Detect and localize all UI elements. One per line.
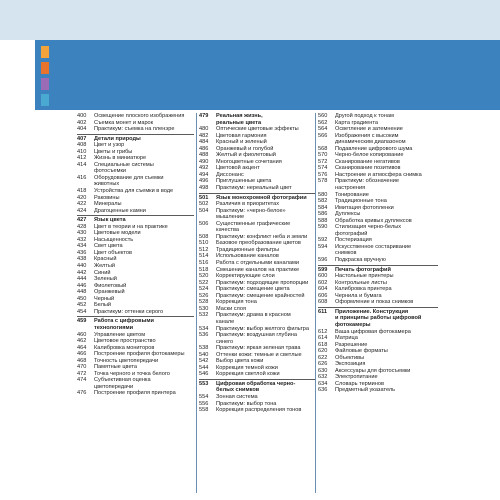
- entry-title: Постеризация: [335, 237, 372, 244]
- page-number: 512: [199, 246, 209, 253]
- page-number: 582: [318, 198, 328, 205]
- entry-title: Практикум: выбор тона: [216, 400, 277, 407]
- page-number: 452: [77, 302, 87, 309]
- entry-title: Устройства для съемки в воде: [94, 188, 174, 195]
- page-number: 611: [318, 308, 328, 315]
- entry-title: Ваша цифровая фотокамера: [335, 328, 411, 335]
- page-number: 410: [77, 148, 87, 155]
- entry-title: Практикум: драма в красном: [216, 312, 291, 319]
- page-number: 436: [77, 249, 87, 256]
- swatch-orange: [41, 46, 49, 58]
- entry-title: Памятные цвета: [94, 364, 137, 371]
- entry-title: Субъективная оценка: [94, 377, 151, 384]
- page-number: 532: [199, 312, 209, 319]
- toc-entry: [77, 309, 194, 316]
- entry-title: Работа с цифровыми: [94, 318, 154, 325]
- page-number: 502: [199, 201, 209, 208]
- entry-title: Настольные принтеры: [335, 273, 394, 280]
- page-number: 430: [77, 230, 87, 237]
- entry-title: Насыщенность: [94, 236, 134, 243]
- entry-title: Реальная жизнь,: [216, 113, 263, 119]
- entry-title: Цветовое пространство: [94, 338, 156, 345]
- entry-title: фотографий: [335, 230, 368, 237]
- entry-title: Построение профиля принтера: [94, 390, 176, 397]
- entry-title: Коррекция светлой кожи: [216, 371, 280, 378]
- page-number: 454: [77, 308, 87, 315]
- page-number: 554: [199, 393, 209, 400]
- page-number: 542: [199, 358, 209, 365]
- toc-entry: [318, 299, 438, 306]
- toc-columns: [74, 113, 499, 493]
- entry-title: Имитация фотопленки: [335, 204, 394, 211]
- entry-title: Белый: [94, 302, 112, 309]
- entry-title: Коррекция тона: [216, 299, 257, 306]
- entry-title: Маски слоя: [216, 305, 247, 312]
- page-number: 568: [318, 145, 328, 152]
- section-rule: [199, 193, 315, 194]
- page-number: 470: [77, 364, 87, 371]
- entry-title: Выбор цвета кожи: [216, 358, 264, 365]
- entry-title: Карта градиента: [335, 119, 378, 126]
- page-number: 526: [199, 292, 209, 299]
- entry-title: Цвет объектов: [94, 249, 132, 256]
- page-number: 538: [199, 345, 209, 352]
- section-rule: [77, 134, 194, 135]
- entry-title: качества: [216, 227, 239, 234]
- entry-title: Освещение плоского изображения: [94, 113, 185, 119]
- page-number: 556: [199, 400, 209, 407]
- page-number: 490: [199, 158, 209, 165]
- entry-title: настроения: [335, 185, 366, 192]
- page-number: 407: [77, 135, 87, 142]
- toc-entry: [318, 387, 438, 394]
- entry-title: Практикум: подходящие пропорции: [216, 279, 309, 286]
- page-number: 590: [318, 224, 328, 231]
- page-number: 414: [77, 161, 87, 168]
- entry-title: Практикум: «черно-белое»: [216, 207, 286, 214]
- entry-title: Матрица: [335, 335, 358, 342]
- toc-entry: [77, 208, 194, 215]
- page-number: 536: [199, 332, 209, 339]
- page-number: 488: [199, 152, 209, 159]
- entry-title: Базовое преобразование цветов: [216, 240, 301, 247]
- entry-title: Практикум: смещение цвета: [216, 286, 290, 293]
- toc-column-1: [77, 113, 194, 397]
- entry-title: Сканирование негативов: [335, 158, 400, 165]
- page-number: 494: [199, 171, 209, 178]
- page-number: 608: [318, 299, 328, 306]
- page-number: 466: [77, 351, 87, 358]
- page-number: 479: [199, 113, 209, 119]
- entry-title: Смешение каналов на практике: [216, 266, 300, 273]
- entry-title: цветопередачи: [94, 383, 134, 390]
- page-number: 459: [77, 318, 87, 325]
- chapter-side-strip: [35, 40, 68, 110]
- entry-title: Практикум: воздушная глубина: [216, 332, 297, 339]
- page-number: 438: [77, 256, 87, 263]
- entry-title: Практикум: яркая зеленая трава: [216, 345, 301, 352]
- entry-title: Синий: [94, 269, 111, 276]
- entry-title: Специальные системы: [94, 161, 154, 168]
- page-number: 516: [199, 260, 209, 267]
- page-number: 412: [77, 155, 87, 162]
- entry-title: животных: [94, 181, 120, 188]
- entry-title: Стилизация черно-белых: [335, 224, 402, 231]
- page-number: 522: [199, 279, 209, 286]
- page-number: 474: [77, 377, 87, 384]
- entry-title: Драгоценные камни: [94, 207, 146, 214]
- page-number: 524: [199, 286, 209, 293]
- entry-title: Приглушенные цвета: [216, 178, 272, 185]
- page-number: 418: [77, 188, 87, 195]
- page-number: 476: [77, 390, 87, 397]
- entry-title: снимков: [335, 250, 357, 257]
- swatch-cyan: [41, 94, 49, 106]
- section-rule: [318, 307, 438, 308]
- entry-title: Многоцветные сочетания: [216, 158, 282, 165]
- page-number: 588: [318, 217, 328, 224]
- entry-title: Чернила и бумага: [335, 292, 382, 299]
- page-number: 444: [77, 276, 87, 283]
- entry-title: Контрольные листы: [335, 279, 387, 286]
- entry-title: Свет цвета: [94, 243, 123, 250]
- entry-title: Цвет и узор: [94, 142, 125, 149]
- entry-title: Построение профиля фотокамеры: [94, 351, 185, 358]
- entry-title: Язык цвета: [94, 217, 126, 224]
- entry-title: Желтый и фиолетовый: [216, 152, 276, 159]
- entry-title: Корректирующие слои: [216, 273, 275, 280]
- page-number: 432: [77, 236, 87, 243]
- page-number: 566: [318, 132, 328, 139]
- page-number: 630: [318, 367, 328, 374]
- section-rule: [77, 215, 194, 216]
- page-number: 620: [318, 348, 328, 355]
- page-number: 578: [318, 178, 328, 185]
- page-number: 482: [199, 132, 209, 139]
- entry-title: Зонная система: [216, 393, 258, 400]
- page-number: 600: [318, 273, 328, 280]
- toc-entry: [77, 390, 194, 397]
- entry-title: Практикум: обозначение: [335, 178, 399, 185]
- page-number: 540: [199, 351, 209, 358]
- page-number: 518: [199, 266, 209, 273]
- page-number: 594: [318, 243, 328, 250]
- entry-title: Использование каналов: [216, 253, 279, 260]
- page-number: 560: [318, 113, 328, 119]
- page-number: 634: [318, 380, 328, 387]
- entry-title: Диссонанс: [216, 171, 244, 178]
- entry-title: Практикум: нереальный цвет: [216, 185, 292, 192]
- entry-title: мышление: [216, 214, 245, 221]
- entry-title: динамическим диапазоном: [335, 139, 406, 146]
- entry-title: Печать фотографий: [335, 266, 391, 273]
- page-number: 530: [199, 305, 209, 312]
- entry-title: Файловые форматы: [335, 348, 388, 355]
- page-number: 618: [318, 341, 328, 348]
- page-number: 528: [199, 299, 209, 306]
- entry-title: Калибровка принтера: [335, 286, 392, 293]
- toc-entry: [199, 185, 315, 192]
- page-number: 510: [199, 240, 209, 247]
- page-number: 484: [199, 139, 209, 146]
- entry-title: Разрешение: [335, 341, 368, 348]
- entry-title: белых снимков: [216, 387, 260, 394]
- page-number: 546: [199, 371, 209, 378]
- page-number: 448: [77, 289, 87, 296]
- page-number: 486: [199, 145, 209, 152]
- page-number: 626: [318, 361, 328, 368]
- entry-title: Красный: [94, 256, 117, 263]
- entry-title: Объективы: [335, 354, 365, 361]
- page-number: 632: [318, 374, 328, 381]
- page-number: 570: [318, 152, 328, 159]
- entry-title: Сканирование позитивов: [335, 165, 401, 172]
- entry-title: Съемка монет и марок: [94, 119, 154, 126]
- entry-title: Оранжевый: [94, 289, 125, 296]
- entry-title: и принципы работы цифровой: [335, 315, 422, 322]
- toc-column-2: [199, 113, 315, 414]
- entry-title: Калибровка мониторов: [94, 344, 155, 351]
- page-number: 428: [77, 223, 87, 230]
- entry-title: Практикум: конфликт неба и земли: [216, 233, 308, 240]
- entry-title: Черно-белое копирование: [335, 152, 404, 159]
- page-number: 504: [199, 207, 209, 214]
- entry-title: Зеленый: [94, 276, 117, 283]
- page-number: 604: [318, 286, 328, 293]
- entry-title: Осветление и затемнение: [335, 126, 403, 133]
- entry-title: Другой подход к тонам: [335, 113, 394, 119]
- entry-title: Коррекция темной кожи: [216, 364, 278, 371]
- page-number: 514: [199, 253, 209, 260]
- page-number: 472: [77, 370, 87, 377]
- entry-title: Точность цветопередачи: [94, 357, 159, 364]
- entry-title: Цвет в теории и на практике: [94, 223, 168, 230]
- page-number: 534: [199, 325, 209, 332]
- entry-title: Цветовой акцент: [216, 165, 260, 172]
- entry-title: Цветовые модели: [94, 230, 141, 237]
- section-rule: [199, 379, 315, 380]
- page-number: 402: [77, 119, 87, 126]
- page-number: 562: [318, 119, 328, 126]
- entry-title: Предметный указатель: [335, 387, 396, 394]
- entry-title: Оптические цветовые эффекты: [216, 126, 299, 133]
- entry-title: Красный и зеленый: [216, 139, 267, 146]
- entry-title: Электропитание: [335, 374, 378, 381]
- page-number: 614: [318, 335, 328, 342]
- page-number: 462: [77, 338, 87, 345]
- entry-title: Практикум: оттенки серого: [94, 308, 164, 315]
- entry-title: Работа с отдельными каналами: [216, 260, 299, 267]
- entry-title: Различия в приоритетах: [216, 201, 280, 208]
- entry-title: Традиционные фильтры: [216, 246, 280, 253]
- page-number: 574: [318, 165, 328, 172]
- entry-title: Язык монохромной фотографии: [216, 194, 307, 201]
- page-number: 424: [77, 207, 87, 214]
- section-rule: [318, 265, 438, 266]
- page-number: 408: [77, 142, 87, 149]
- entry-title: Практикум: съемка на пленэре: [94, 126, 175, 133]
- page-number: 558: [199, 407, 209, 414]
- entry-title: Фиолетовый: [94, 282, 127, 289]
- entry-title: Изображения с высоким: [335, 132, 399, 139]
- toc-column-3: [318, 113, 438, 394]
- entry-title: Настроение и атмосфера снимка: [335, 171, 422, 178]
- entry-title: реальные цвета: [216, 119, 262, 126]
- page-number: 564: [318, 126, 328, 133]
- page-number: 586: [318, 211, 328, 218]
- entry-title: Подкраска вручную: [335, 257, 386, 264]
- entry-title: фотосъемки: [94, 168, 127, 175]
- page-number: 404: [77, 126, 87, 133]
- entry-title: Приложение. Конструкция: [335, 308, 409, 315]
- entry-title: Практикум: выбор желтого фильтра: [216, 325, 309, 332]
- page-number: 580: [318, 191, 328, 198]
- page-number: 599: [318, 266, 328, 273]
- page-number: 496: [199, 178, 209, 185]
- page-number: 508: [199, 233, 209, 240]
- entry-title: Цветы и грибы: [94, 148, 133, 155]
- page-number: 468: [77, 357, 87, 364]
- page-number: 460: [77, 331, 87, 338]
- page-number: 442: [77, 269, 87, 276]
- entry-title: Существенные графические: [216, 220, 291, 227]
- page-number: 520: [199, 273, 209, 280]
- toc-entry: [77, 126, 194, 133]
- entry-title: Подавление цифрового шума: [335, 145, 413, 152]
- entry-title: Обработка кривых дуплексов: [335, 217, 412, 224]
- entry-title: Оборудование для съемки: [94, 174, 164, 181]
- entry-title: Аксессуары для фотосъемки: [335, 367, 411, 374]
- entry-title: Тонирование: [335, 191, 369, 198]
- toc-entry: [199, 407, 315, 414]
- entry-title: Цветовая гармония: [216, 132, 267, 139]
- page-number: 592: [318, 237, 328, 244]
- page-number: 420: [77, 194, 87, 201]
- top-band: [0, 0, 500, 40]
- entry-title: Оттенки кожи: темные и светлые: [216, 351, 302, 358]
- toc-entry: [199, 371, 315, 378]
- page-number: 434: [77, 243, 87, 250]
- entry-title: Искусственное состаривание: [335, 243, 412, 250]
- page-number: 622: [318, 354, 328, 361]
- page-number: 464: [77, 344, 87, 351]
- page-number: 501: [199, 194, 209, 201]
- page-number: 492: [199, 165, 209, 172]
- page-number: 612: [318, 328, 328, 335]
- page-number: 427: [77, 217, 87, 224]
- swatch-purple: [41, 78, 49, 90]
- page-number: 576: [318, 171, 328, 178]
- entry-title: Словарь терминов: [335, 380, 384, 387]
- entry-title: Традиционные тона: [335, 198, 387, 205]
- entry-title: фотокамеры: [335, 321, 371, 328]
- swatch-red: [41, 62, 49, 74]
- entry-title: Точка черного и точка белого: [94, 370, 170, 377]
- page-number: 636: [318, 387, 328, 394]
- entry-title: Черный: [94, 295, 115, 302]
- entry-title: Экспозиция: [335, 361, 366, 368]
- entry-title: синего: [216, 338, 234, 345]
- entry-title: Оранжевый и голубой: [216, 145, 274, 152]
- page-number: 572: [318, 158, 328, 165]
- page-number: 544: [199, 364, 209, 371]
- entry-title: Желтый: [94, 263, 115, 270]
- entry-title: Детали природы: [94, 135, 141, 142]
- page-number: 440: [77, 263, 87, 270]
- page-number: 480: [199, 126, 209, 133]
- page-number: 498: [199, 185, 209, 192]
- toc-entry: [318, 257, 438, 264]
- entry-title: Практикум: смещение крайностей: [216, 292, 305, 299]
- page-number: 446: [77, 282, 87, 289]
- entry-title: Цифровая обработка черно-: [216, 380, 296, 387]
- entry-title: канале: [216, 318, 235, 325]
- page-number: 606: [318, 292, 328, 299]
- page-number: 400: [77, 113, 87, 119]
- page-number: 422: [77, 201, 87, 208]
- page-number: 416: [77, 174, 87, 181]
- entry-title: технологиями: [94, 324, 134, 331]
- entry-title: Оформление и показ снимков: [335, 299, 414, 306]
- page-number: 506: [199, 220, 209, 227]
- page-number: 584: [318, 204, 328, 211]
- entry-title: Раковины: [94, 194, 120, 201]
- entry-title: Управление цветом: [94, 331, 146, 338]
- page-number: 553: [199, 380, 209, 387]
- page-number: 596: [318, 257, 328, 264]
- entry-title: Минералы: [94, 201, 122, 208]
- entry-title: Жизнь в миниатюре: [94, 155, 147, 162]
- entry-title: Коррекция распределения тонов: [216, 407, 302, 414]
- header-blue-box: [68, 40, 500, 110]
- page-number: 602: [318, 279, 328, 286]
- entry-title: Дуплексы: [335, 211, 361, 218]
- page-number: 450: [77, 295, 87, 302]
